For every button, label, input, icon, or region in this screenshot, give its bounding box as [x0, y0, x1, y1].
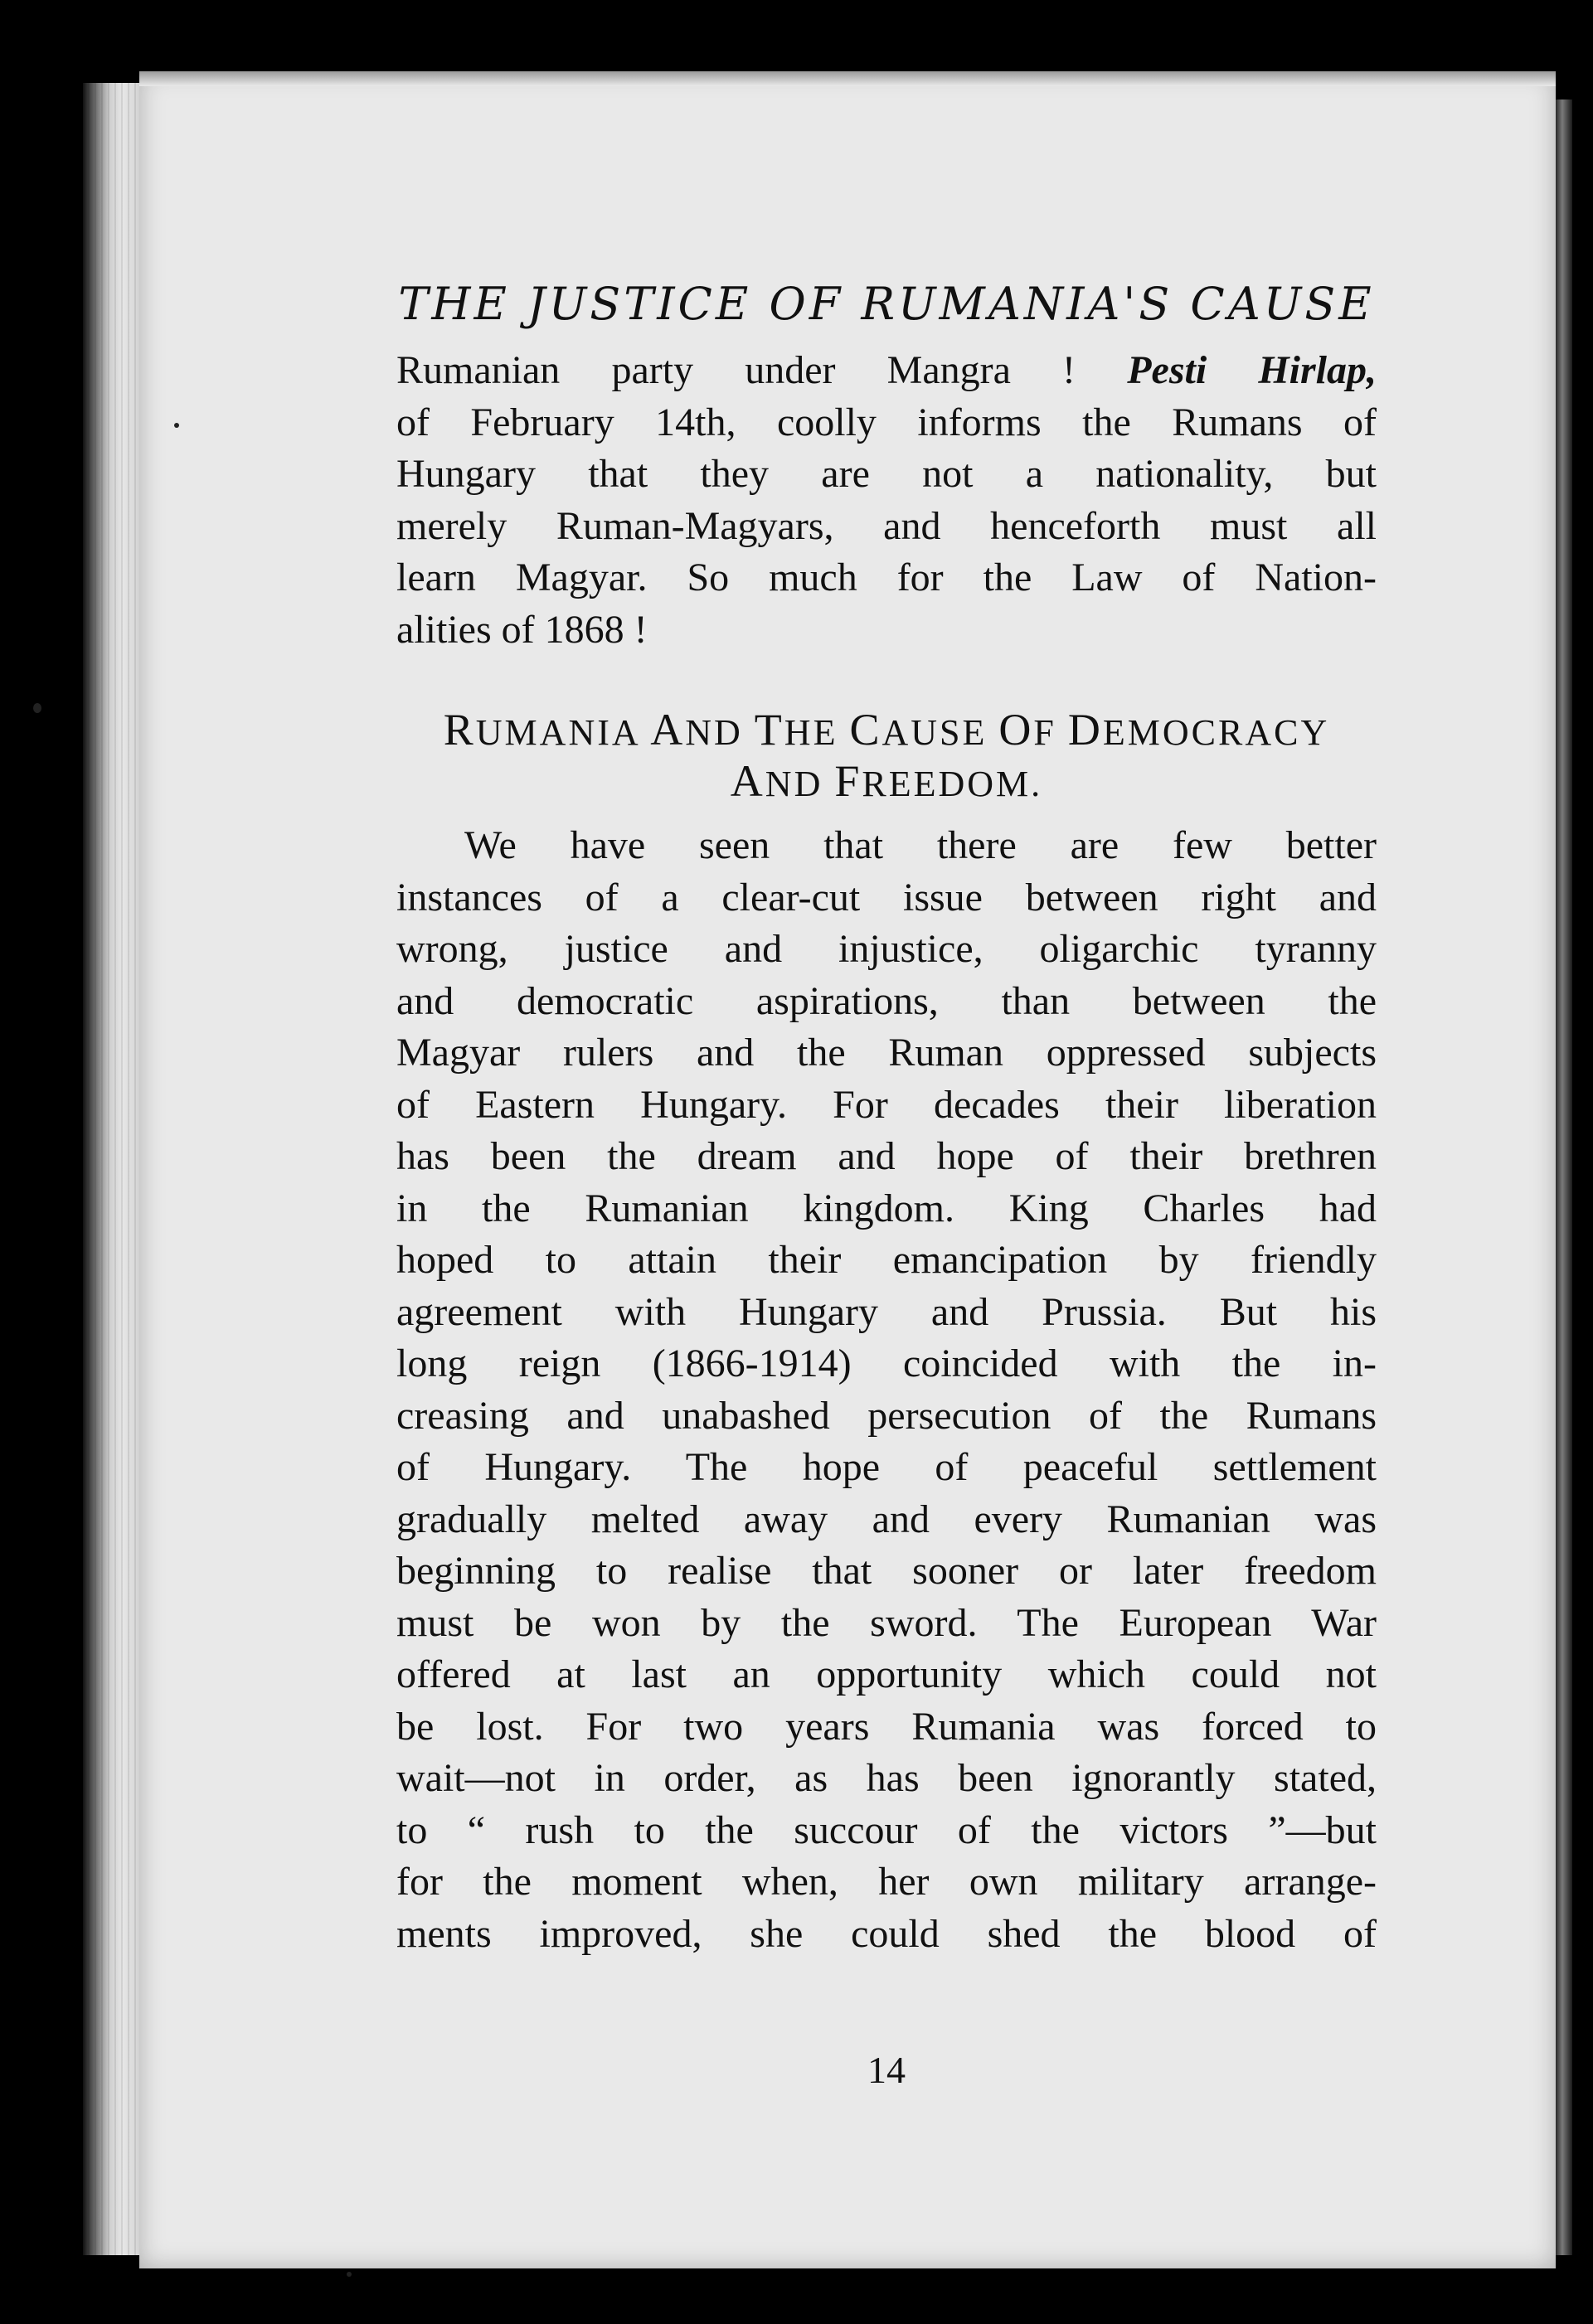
text-line: to “ rush to the succour of the victors ”—but [396, 1807, 1377, 1852]
text-line: ments improved, she could shed the blood of [396, 1911, 1377, 1956]
running-head: THE JUSTICE OF RUMANIA'S CAUSE [398, 278, 1375, 330]
text-line: long reign (1866-1914) coincided with the in- [396, 1342, 1377, 1385]
text-line: beginning to realise that sooner or later freedom [396, 1549, 1377, 1593]
text-line: Hungary that they are not a nationality, but [396, 452, 1377, 496]
text-line: offered at last an opportunity which could not [396, 1652, 1377, 1696]
text-line: wrong, justice and injustice, oligarchic tyranny [396, 927, 1377, 971]
dust-speck [33, 703, 41, 713]
page-right-edge [1556, 99, 1572, 2255]
text-line: of February 14th, coolly informs the Rumans of [396, 400, 1377, 444]
text-line: of Eastern Hungary. For decades their liberation [396, 1082, 1377, 1127]
dust-speck [174, 423, 179, 428]
body-paragraph [396, 820, 1377, 1960]
text-line: gradually melted away and every Rumanian was [396, 1497, 1377, 1541]
section-heading-line: AND FREEDOM. [730, 756, 1043, 806]
text-line: creasing and unabashed persecution of the Rumans [396, 1393, 1377, 1438]
text-line: has been the dream and hope of their brethren [396, 1134, 1377, 1178]
text-line: instances of a clear-cut issue between right and [396, 875, 1377, 919]
text-line: learn Magyar. So much for the Law of Nation- [396, 556, 1377, 599]
text-line: and democratic aspirations, than between the [396, 978, 1377, 1023]
newspaper-title: Pesti Hirlap, [1127, 348, 1377, 392]
page-number: 14 [867, 2049, 906, 2091]
text-line: alities of 1868 ! [396, 607, 648, 652]
section-heading [396, 706, 1377, 808]
section-heading-line: RUMANIA AND THE CAUSE OF DEMOCRACY [443, 705, 1330, 754]
text-line: merely Ruman-Magyars, and henceforth must all [396, 503, 1377, 548]
continued-paragraph [396, 345, 1377, 656]
text-line: hoped to attain their emancipation by friendly [396, 1238, 1377, 1282]
text-line: be lost. For two years Rumania was forced to [396, 1704, 1377, 1749]
text-line: We have seen that there are few better [464, 823, 1377, 867]
text-line: must be won by the sword. The European War [396, 1600, 1377, 1645]
text-line: for the moment when, her own military arrange- [396, 1860, 1377, 1904]
text-line: of Hungary. The hope of peaceful settlement [396, 1445, 1377, 1489]
text-line: agreement with Hungary and Prussia. But his [396, 1289, 1377, 1334]
text-line: Magyar rulers and the Ruman oppressed subjects [396, 1031, 1377, 1075]
text-line: wait—not in order, as has been ignorantly stated, [396, 1756, 1377, 1800]
page-top-edge [139, 71, 1556, 86]
dust-speck [347, 2272, 352, 2277]
text-line: in the Rumanian kingdom. King Charles had [396, 1186, 1377, 1230]
page-content [396, 278, 1377, 2091]
text-line: Rumanian party under Mangra ! Pesti Hirlap, [396, 348, 1377, 392]
